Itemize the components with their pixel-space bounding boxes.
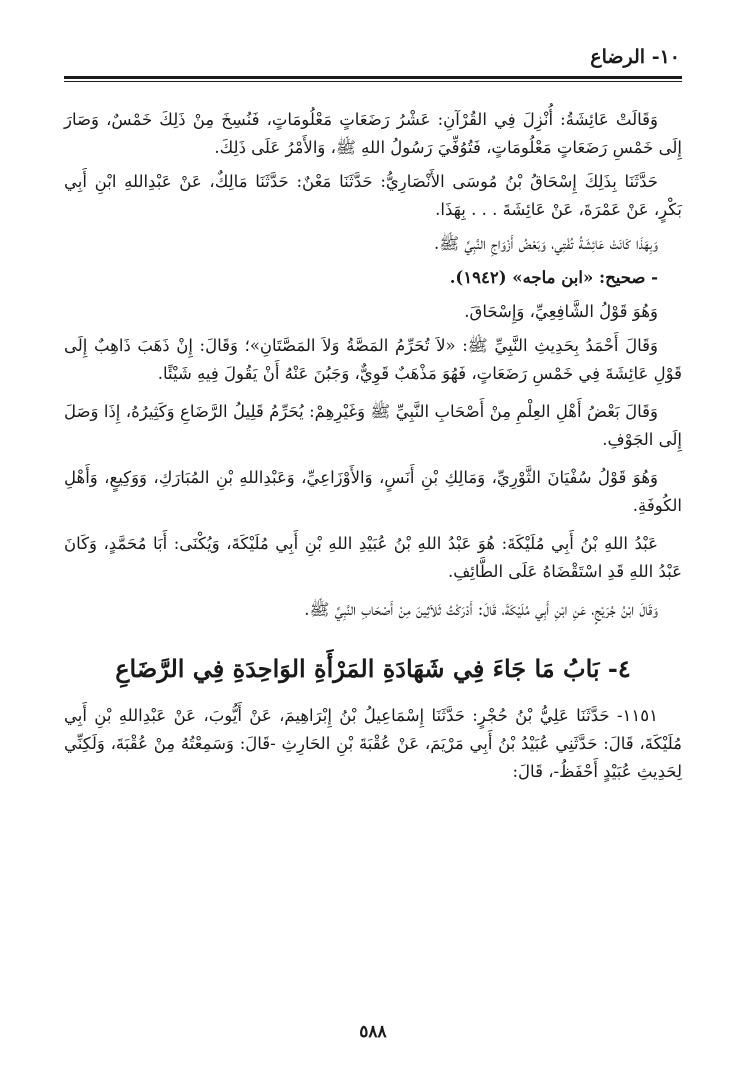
paragraph: حَدَّثَنَا بِذَلِكَ إِسْحَاقُ بْنُ مُوسَى الأَنْصَارِيُّ: حَدَّثَنَا مَعْنٌ: حَدَّثَنَا مَالِكٌ، عَنْ عَبْدِاللهِ ابْنِ أَبِي بَكْرٍ، عَنْ عَمْرَةَ، عَنْ عَائِشَةَ . . . بِهَذَا. [64,172,682,219]
chapter-header-title: ١٠- الرضاع [590,46,680,68]
paragraph: وَبِهَذَا كَانَتْ عَائِشَةُ تُفْتِي، وَبَعْضُ أَزْوَاجِ النَّبِيِّ ﷺ. [433,234,658,253]
header-rule-thin [64,81,682,82]
chapter-heading: ٤- بَابُ مَا جَاءَ فِي شَهَادَةِ المَرْأَةِ الوَاحِدَةِ فِي الرَّضَاعِ [115,654,631,683]
paragraph: وَقَالَ ابْنُ جُرَيْجٍ، عَنِ ابْنِ أَبِي مُلَيْكَةَ، قَالَ: أَدْرَكْتُ ثَلاَثِينَ مِنْ أَصْحَابِ النَّبِيِّ ﷺ. [304,600,658,619]
hadith-paragraph: ١١٥١- حَدَّثَنَا عَلِيُّ بْنُ حُجْرٍ: حَدَّثَنَا إِسْمَاعِيلُ بْنُ إِبْرَاهِيمَ، عَنْ أَيُّوبَ، عَنْ عَبْدِاللهِ بْنِ أَبِي مُلَيْكَةَ، قَالَ: حَدَّثَنِي عُبَيْدُ بْنُ أَبِي مَرْيَمَ، عَنْ عُقْبَةَ بْنِ الحَارِثِ -قَالَ: وَسَمِعْتُهُ مِنْ عُقْبَةَ، وَلَكِنِّي لِحَدِيثِ عُبَيْدٍ أَحْفَظُ-، قَالَ: [64,706,682,781]
header-rule-thick [64,76,682,79]
paragraph: وَقَالَتْ عَائِشَةُ: أُنْزِلَ فِي القُرْآنِ: عَشْرُ رَضَعَاتٍ مَعْلُومَاتٍ، فَنُسِخَ مِنْ ذَلِكَ خَمْسٌ، وَصَارَ إِلَى خَمْسِ رَضَعَاتٍ مَعْلُومَاتٍ، فَتُوُفِّيَ رَسُولُ اللهِ ﷺ، وَالأَمْرُ عَلَى ذَلِكَ. [64,110,682,157]
grading-note: - صحيح: «ابن ماجه» (١٩٤٢). [449,268,658,287]
paragraph: وَهُوَ قَوْلُ سُفْيَانَ الثَّوْرِيِّ، وَمَالِكِ بْنِ أَنَسٍ، وَالأَوْزَاعِيِّ، وَعَبْدِاللهِ بْنِ المُبَارَكِ، وَوَكِيعٍ، وَأَهْلِ الكُوفَةِ. [64,468,682,515]
paragraph: عَبْدُ اللهِ بْنُ أَبِي مُلَيْكَةَ: هُوَ عَبْدُ اللهِ بْنُ عُبَيْدِ اللهِ بْنِ أَبِي مُلَيْكَةَ، وَيُكْنَى: أَبَا مُحَمَّدٍ، وَكَانَ عَبْدُ اللهِ قَدِ اسْتَقْضَاهُ عَلَى الطَّائِفِ. [64,534,682,581]
paragraph: وَهُوَ قَوْلُ الشَّافِعِيِّ، وَإِسْحَاقَ. [464,302,658,321]
page-body [64,106,682,792]
page-header [60,42,680,78]
paragraph: وَقَالَ أَحْمَدُ بِحَدِيثِ النَّبِيِّ ﷺ: «لاَ تُحَرِّمُ المَصَّةُ وَلاَ المَصَّتَانِ»؛ وَقَالَ: إِنْ ذَهَبَ ذَاهِبٌ إِلَى قَوْلِ عَائِشَةَ فِي خَمْسِ رَضَعَاتٍ، فَهُوَ مَذْهَبٌ قَوِيٌّ، وَجَبُنَ عَنْهُ أَنْ يَقُولَ فِيهِ شَيْئًا. [64,336,682,383]
page-number: ٥٨٨ [359,1022,387,1042]
paragraph: وَقَالَ بَعْضُ أَهْلِ العِلْمِ مِنْ أَصْحَابِ النَّبِيِّ ﷺ وَغَيْرِهِمْ: يُحَرِّمُ قَلِيلُ الرَّضَاعِ وَكَثِيرُهُ، إِذَا وَصَلَ إِلَى الجَوْفِ. [64,402,682,449]
